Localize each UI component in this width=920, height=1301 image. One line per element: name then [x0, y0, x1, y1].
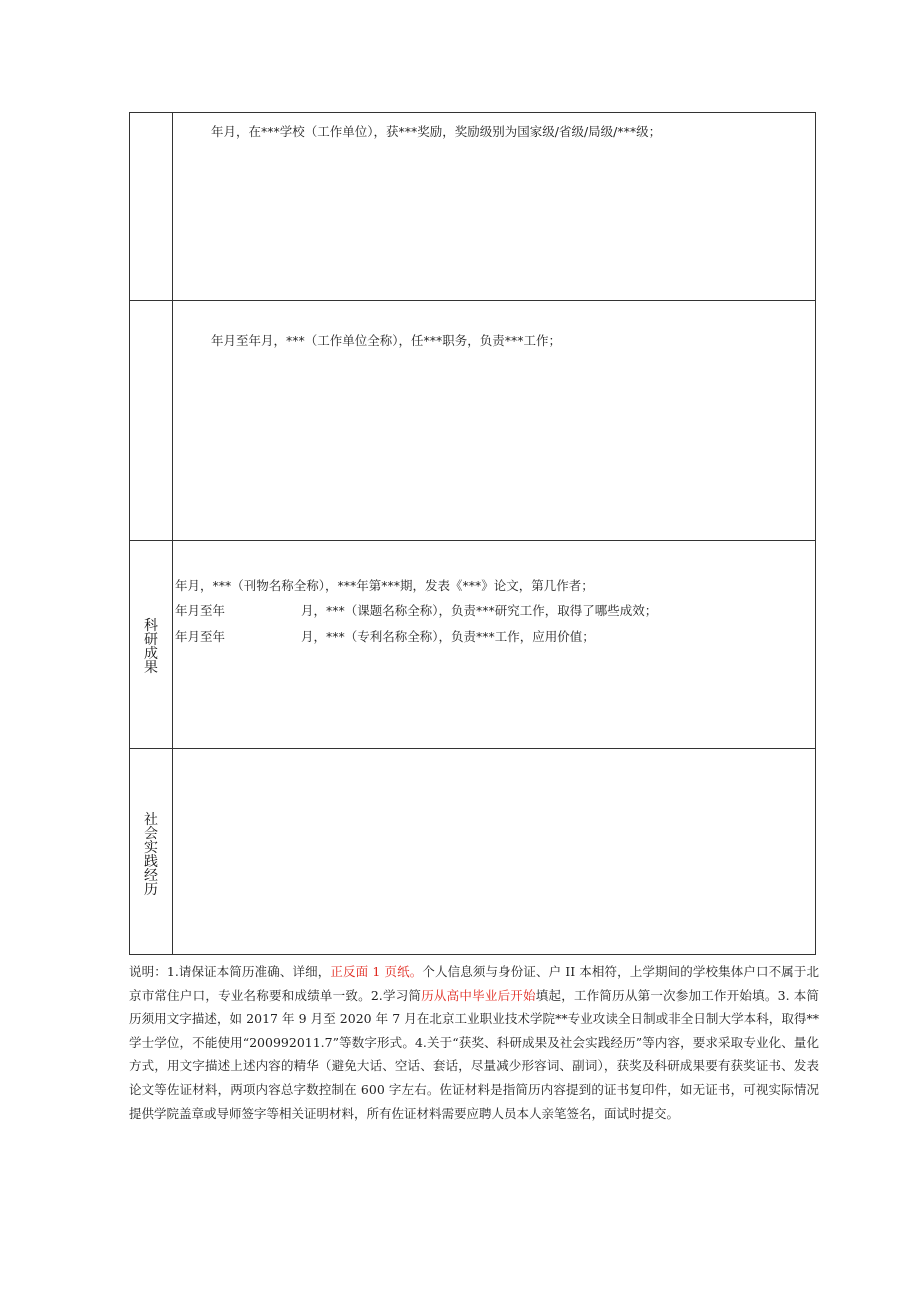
work-label-cell — [130, 301, 173, 541]
social-label-char: 实 — [144, 840, 158, 856]
research-row — [130, 541, 816, 749]
research-label-char: 研 — [144, 632, 158, 648]
awards-label-cell — [130, 113, 173, 301]
research-content-cell[interactable] — [173, 541, 816, 749]
note-prefix: 说明：1.请保证本简历准确、详细， — [129, 964, 331, 979]
social-label — [130, 813, 172, 897]
research-line-2a: 年月至年 — [175, 603, 226, 618]
research-line-3a: 年月至年 — [175, 629, 226, 644]
awards-row — [130, 113, 816, 301]
social-label-cell — [130, 749, 173, 955]
social-label-char: 经 — [144, 868, 158, 884]
social-label-char: 践 — [144, 854, 158, 870]
research-label-char: 科 — [144, 618, 158, 634]
social-content-cell[interactable] — [173, 749, 816, 955]
research-label-cell — [130, 541, 173, 749]
work-line-1: 年月至年月，***（工作单位全称），任***职务，负责***工作； — [211, 333, 562, 348]
work-row — [130, 301, 816, 541]
work-content-cell[interactable] — [173, 301, 816, 541]
awards-content-cell[interactable] — [173, 113, 816, 301]
social-row — [130, 749, 816, 955]
social-label-char: 历 — [144, 882, 158, 898]
research-label-char: 成 — [144, 646, 158, 662]
social-label-char: 会 — [144, 826, 158, 842]
research-line-2b: 月，***（课题名称全称），负责***研究工作，取得了哪些成效； — [301, 603, 658, 618]
note-part-3: 填起，工作简历从第一次参加工作开始填。3. 本简历须用文字描述，如 2017 年 9 月至 2020 年 7 月在北京工业职业技术学院**专业攻读全日制或非全日制大学本科，取得**学士学位，不能使用“200992011.7”等数字形式。4.关于“获奖、科研成果及社会实践经历”等内容，要求采取专业化、量化方式，用文字描述上述内容的精华（避免大话、空话、套话，尽量减少形容词、副词），获奖及科研成果要有获奖证书、发表论文等佐证材料，两项内容总字数控制在 600 字左右。佐证材料是指简历内容提到的证书复印件，如无证书，可视实际情况提供学院盖章或导师签字等相关证明材料，所有佐证材料需要应聘人员本人亲笔签名，面试时提交。 — [129, 987, 819, 1121]
instructions-note — [129, 960, 819, 1125]
resume-form-table — [129, 112, 816, 955]
note-part-2: 个人信息须与身份证、户 II 本相符，上学期间的学校集体户口不属于北京市常住户口，专业名称要和成绩单一致。2.学习简 — [129, 964, 820, 1003]
research-line-1: 年月，***（刊物名称全称），***年第***期，发表《***》论文，第几作者； — [175, 578, 594, 593]
research-line-3b: 月，***（专利名称全称），负责***工作，应用价值； — [301, 629, 595, 644]
note-red-page-limit: 正反面 1 页纸。 — [330, 964, 423, 979]
social-label-char: 社 — [144, 812, 158, 828]
research-label — [130, 619, 172, 675]
note-red-start-point: 历从高中毕业后开始 — [421, 987, 536, 1003]
awards-line-1: 年月，在***学校（工作单位），获***奖励，奖励级别为国家级/省级/局级/***级； — [211, 124, 662, 139]
research-label-char: 果 — [144, 660, 158, 676]
